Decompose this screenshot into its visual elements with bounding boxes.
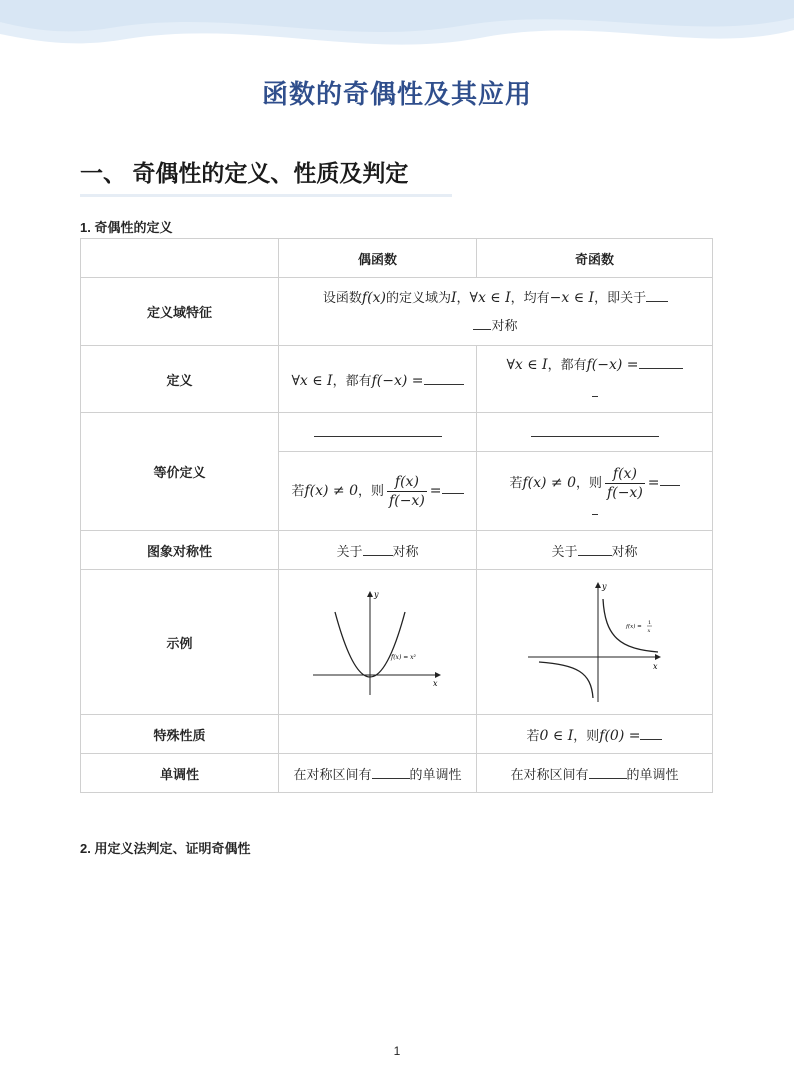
even-equiv-blank-line (314, 435, 442, 437)
even-equiv-if: 若 (291, 482, 305, 498)
odd-sym-blank (578, 543, 612, 556)
odd-symmetry-cell (477, 531, 713, 570)
domain-text-4: ，均有 (510, 289, 550, 305)
odd-y-label: y (601, 582, 607, 591)
even-equiv-cond: f(x) ≠ 0 (304, 482, 359, 499)
odd-sym-suffix: 对称 (611, 543, 638, 559)
odd-hyperbola-left (539, 662, 593, 698)
row-label-equivalent: 等价定义 (81, 413, 279, 531)
odd-equiv-blank-line (531, 435, 659, 437)
odd-monotonic-cell (477, 754, 713, 793)
odd-def-text: ，都有 (547, 357, 587, 372)
domain-forall: ∀x ∈ I (469, 289, 511, 306)
domain-I: I (450, 289, 457, 306)
odd-x-label: x (652, 662, 658, 671)
domain-blank-a (646, 289, 668, 302)
row-label-example: 示例 (81, 570, 279, 715)
even-x-label: x (432, 679, 438, 688)
odd-equiv-blank-b (592, 502, 598, 515)
even-equiv-ratio-cell (279, 452, 477, 531)
row-label-domain: 定义域特征 (81, 278, 279, 346)
even-equiv-then: ，则 (358, 482, 385, 498)
odd-def-blank-a (639, 356, 683, 369)
odd-equiv-blank-a (660, 473, 680, 486)
odd-equiv-then: ，则 (576, 474, 603, 490)
row-label-symmetry: 图象对称性 (81, 531, 279, 570)
domain-text-6: 对称 (491, 317, 518, 333)
even-example-cell (279, 570, 477, 715)
odd-special-cell (477, 715, 713, 754)
header-wave-decoration (0, 0, 794, 60)
domain-neg-x: −x ∈ I (549, 289, 595, 306)
odd-equiv-if: 若 (509, 474, 523, 490)
even-frac-num: f(x) (387, 473, 427, 492)
domain-text-5: ，即关于 (594, 289, 647, 305)
even-def-text: ，都有 (332, 372, 372, 388)
section-underline (80, 194, 452, 197)
odd-function-graph (525, 577, 665, 707)
odd-special-blank (640, 727, 662, 740)
even-func-label: f(x) = x² (390, 654, 416, 661)
table-corner-cell (81, 239, 279, 278)
even-equiv-fraction (387, 473, 427, 510)
odd-func-den: x (647, 628, 650, 634)
odd-example-cell (477, 570, 713, 715)
even-mono-suffix: 的单调性 (409, 766, 462, 782)
domain-blank-b (473, 317, 491, 330)
even-frac-den: f(−x) (389, 492, 425, 509)
odd-special-cond: 0 ∈ I (539, 727, 574, 744)
odd-special-then: ，则 (573, 727, 600, 743)
even-sym-blank (363, 543, 393, 556)
odd-frac-num: f(x) (605, 465, 645, 484)
odd-mono-prefix: 在对称区间有 (510, 766, 589, 782)
odd-def-expr: f(−x) = (586, 357, 639, 373)
parity-definition-table (80, 238, 713, 793)
odd-def-blank-b (592, 384, 598, 397)
even-equiv-eq: = (429, 482, 442, 499)
even-y-label: y (373, 590, 379, 599)
odd-definition-cell (477, 346, 713, 413)
odd-equiv-line-cell (477, 413, 713, 452)
even-monotonic-cell (279, 754, 477, 793)
column-header-odd: 奇函数 (477, 239, 713, 278)
domain-text-1: 设函数 (322, 289, 362, 305)
even-mono-prefix: 在对称区间有 (293, 766, 372, 782)
even-definition-cell (279, 346, 477, 413)
odd-func-num: 1 (647, 620, 651, 626)
row-label-special: 特殊性质 (81, 715, 279, 754)
row-label-definition: 定义 (81, 346, 279, 413)
even-def-expr: f(−x) = (371, 372, 424, 389)
even-def-blank (424, 372, 464, 385)
even-def-forall: ∀x ∈ I (291, 372, 333, 389)
domain-text-2: 的定义域为 (385, 289, 451, 305)
odd-equiv-ratio-cell (477, 452, 713, 531)
odd-def-forall: ∀x ∈ I (506, 357, 548, 373)
odd-mono-blank (589, 766, 627, 779)
row-label-monotonic: 单调性 (81, 754, 279, 793)
odd-mono-suffix: 的单调性 (626, 766, 679, 782)
even-symmetry-cell (279, 531, 477, 570)
domain-feature-cell (279, 278, 713, 346)
subsection-definition-heading: 1. 奇偶性的定义 (80, 220, 173, 235)
section-heading: 一、 奇偶性的定义、性质及判定 (80, 160, 409, 186)
even-sym-suffix: 对称 (392, 543, 419, 559)
document-title: 函数的奇偶性及其应用 (261, 79, 532, 109)
odd-equiv-eq: = (647, 474, 660, 491)
even-equiv-blank (442, 481, 464, 494)
even-sym-prefix: 关于 (336, 543, 363, 559)
odd-equiv-fraction (605, 465, 645, 502)
odd-equiv-cond: f(x) ≠ 0 (522, 474, 577, 491)
even-equiv-line-cell (279, 413, 477, 452)
odd-sym-prefix: 关于 (551, 543, 578, 559)
page-number: 1 (393, 1044, 401, 1058)
odd-special-if: 若 (526, 727, 540, 743)
subsection-proof-heading: 2. 用定义法判定、证明奇偶性 (80, 841, 251, 856)
even-special-cell (279, 715, 477, 754)
column-header-even: 偶函数 (279, 239, 477, 278)
even-mono-blank (372, 766, 410, 779)
domain-fx: f(x) (361, 289, 386, 306)
odd-frac-den: f(−x) (607, 484, 643, 501)
odd-func-label: f(x) = (625, 624, 642, 630)
even-function-graph (308, 587, 448, 697)
odd-special-expr: f(0) = (599, 727, 641, 744)
domain-text-3: ， (456, 289, 470, 305)
